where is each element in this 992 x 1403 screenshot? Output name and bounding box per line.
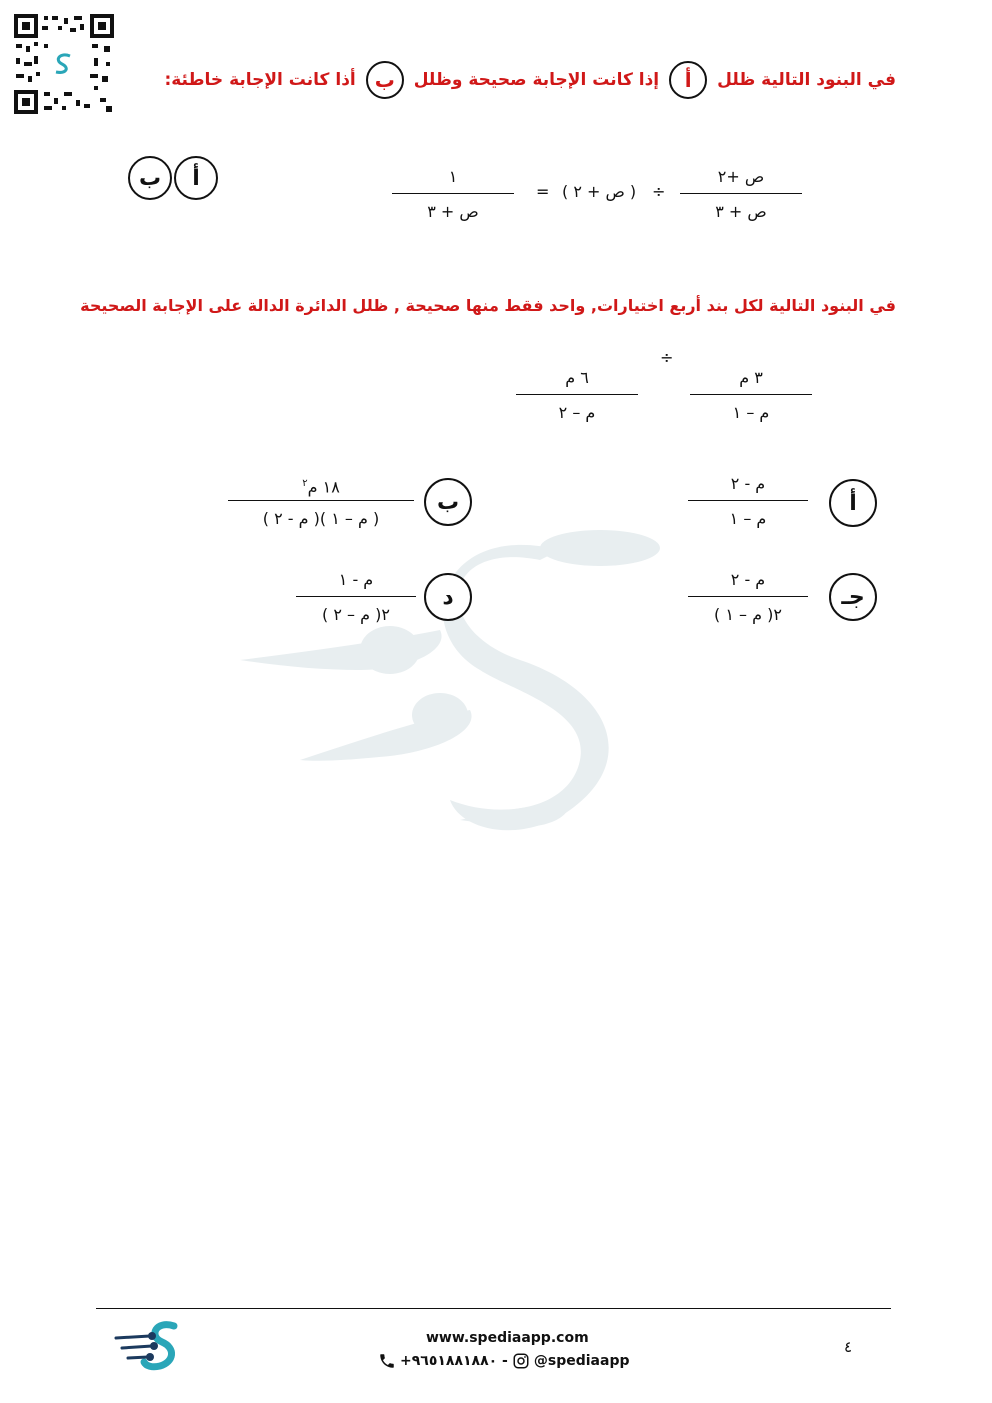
q1-lhs-denominator: ص + ٣ [715, 202, 767, 221]
q2-f2-numerator: ٦ م [565, 368, 589, 387]
q2-option-a-bar [688, 500, 808, 501]
q1-lhs-numerator: ص +٢ [717, 167, 765, 186]
q2-f1-denominator: م – ١ [732, 403, 770, 422]
q2-divide-operator: ÷ [660, 348, 674, 367]
q2-option-c-bar [688, 596, 808, 597]
q1-rhs-numerator: ١ [448, 167, 458, 186]
q2-f1-numerator: ٣ م [739, 368, 763, 387]
q2-option-d-fraction [296, 568, 416, 627]
q2-option-a-fraction [688, 472, 808, 531]
q1-divide-operator: ÷ [652, 182, 666, 201]
q1-lhs-fraction [680, 165, 802, 224]
q1-middle-term: ( ص + ٢ ) [562, 182, 637, 201]
instruction-multiple-choice: في البنود التالية لكل بند أربع اختيارات, واحد فقط منها صحيحة , ظلل الدائرة الدالة على الإجابة الصحيحة [80, 296, 896, 315]
footer-divider [96, 1308, 891, 1309]
q2-option-b-circle[interactable]: ب [424, 478, 472, 526]
q2-f1-bar [690, 394, 812, 395]
q2-option-b-denominator: ( م – ١ )( م - ٢ ) [262, 509, 380, 528]
q2-option-c-denominator: ٢( م – ١ ) [714, 605, 782, 624]
instruction-text-1: في البنود التالية ظلل [717, 70, 896, 90]
circle-a-label: أ [669, 61, 707, 99]
phone-icon [378, 1352, 396, 1370]
instruction-text-3: أذا كانت الإجابة خاطئة: [164, 70, 356, 90]
q1-rhs-denominator: ص + ٣ [427, 202, 479, 221]
q2-f2-bar [516, 394, 638, 395]
page-number: ٤ [844, 1338, 853, 1356]
q1-rhs-bar [392, 193, 514, 194]
q2-option-d-denominator: ٢( م – ٢ ) [322, 605, 390, 624]
qr-code [14, 14, 114, 114]
q2-option-d-circle[interactable]: د [424, 573, 472, 621]
q2-fraction-1 [690, 366, 812, 425]
footer-phone[interactable]: +٩٦٥١٨٨١٨٨٠ - [400, 1353, 508, 1369]
instruction-text-2: إذا كانت الإجابة صحيحة وظلل [413, 70, 660, 90]
footer-contact [378, 1352, 629, 1370]
footer-website[interactable]: www.spediaapp.com [426, 1330, 589, 1346]
q2-option-b-numerator [228, 472, 414, 496]
footer-logo [112, 1318, 196, 1378]
q2-option-d-numerator: م - ١ [338, 570, 374, 589]
q1-equals: = [536, 182, 550, 201]
q2-option-b-bar [228, 500, 414, 501]
q1-lhs-bar [680, 193, 802, 194]
q2-option-b-fraction [228, 472, 414, 531]
q2-option-b-num-text: ١٨ م [307, 477, 340, 497]
q2-option-a-circle[interactable]: أ [829, 479, 877, 527]
q1-option-b[interactable]: ب [128, 156, 172, 200]
q2-option-a-denominator: م – ١ [729, 509, 767, 528]
q2-option-a-numerator: م - ٢ [730, 474, 766, 493]
footer-instagram[interactable]: @spediaapp [533, 1353, 630, 1369]
instagram-icon [512, 1352, 530, 1370]
q2-option-c-fraction [688, 568, 808, 627]
q2-option-c-numerator: م - ٢ [730, 570, 766, 589]
instruction-true-false [164, 66, 896, 94]
q1-option-a[interactable]: أ [174, 156, 218, 200]
q2-option-c-circle[interactable]: جـ [829, 573, 877, 621]
q2-option-b-num-exponent: ٢ [302, 478, 308, 489]
circle-b-label: ب [366, 61, 404, 99]
q1-rhs-fraction [392, 165, 514, 224]
q2-option-d-bar [296, 596, 416, 597]
q2-fraction-2 [516, 366, 638, 425]
q2-f2-denominator: م – ٢ [558, 403, 596, 422]
